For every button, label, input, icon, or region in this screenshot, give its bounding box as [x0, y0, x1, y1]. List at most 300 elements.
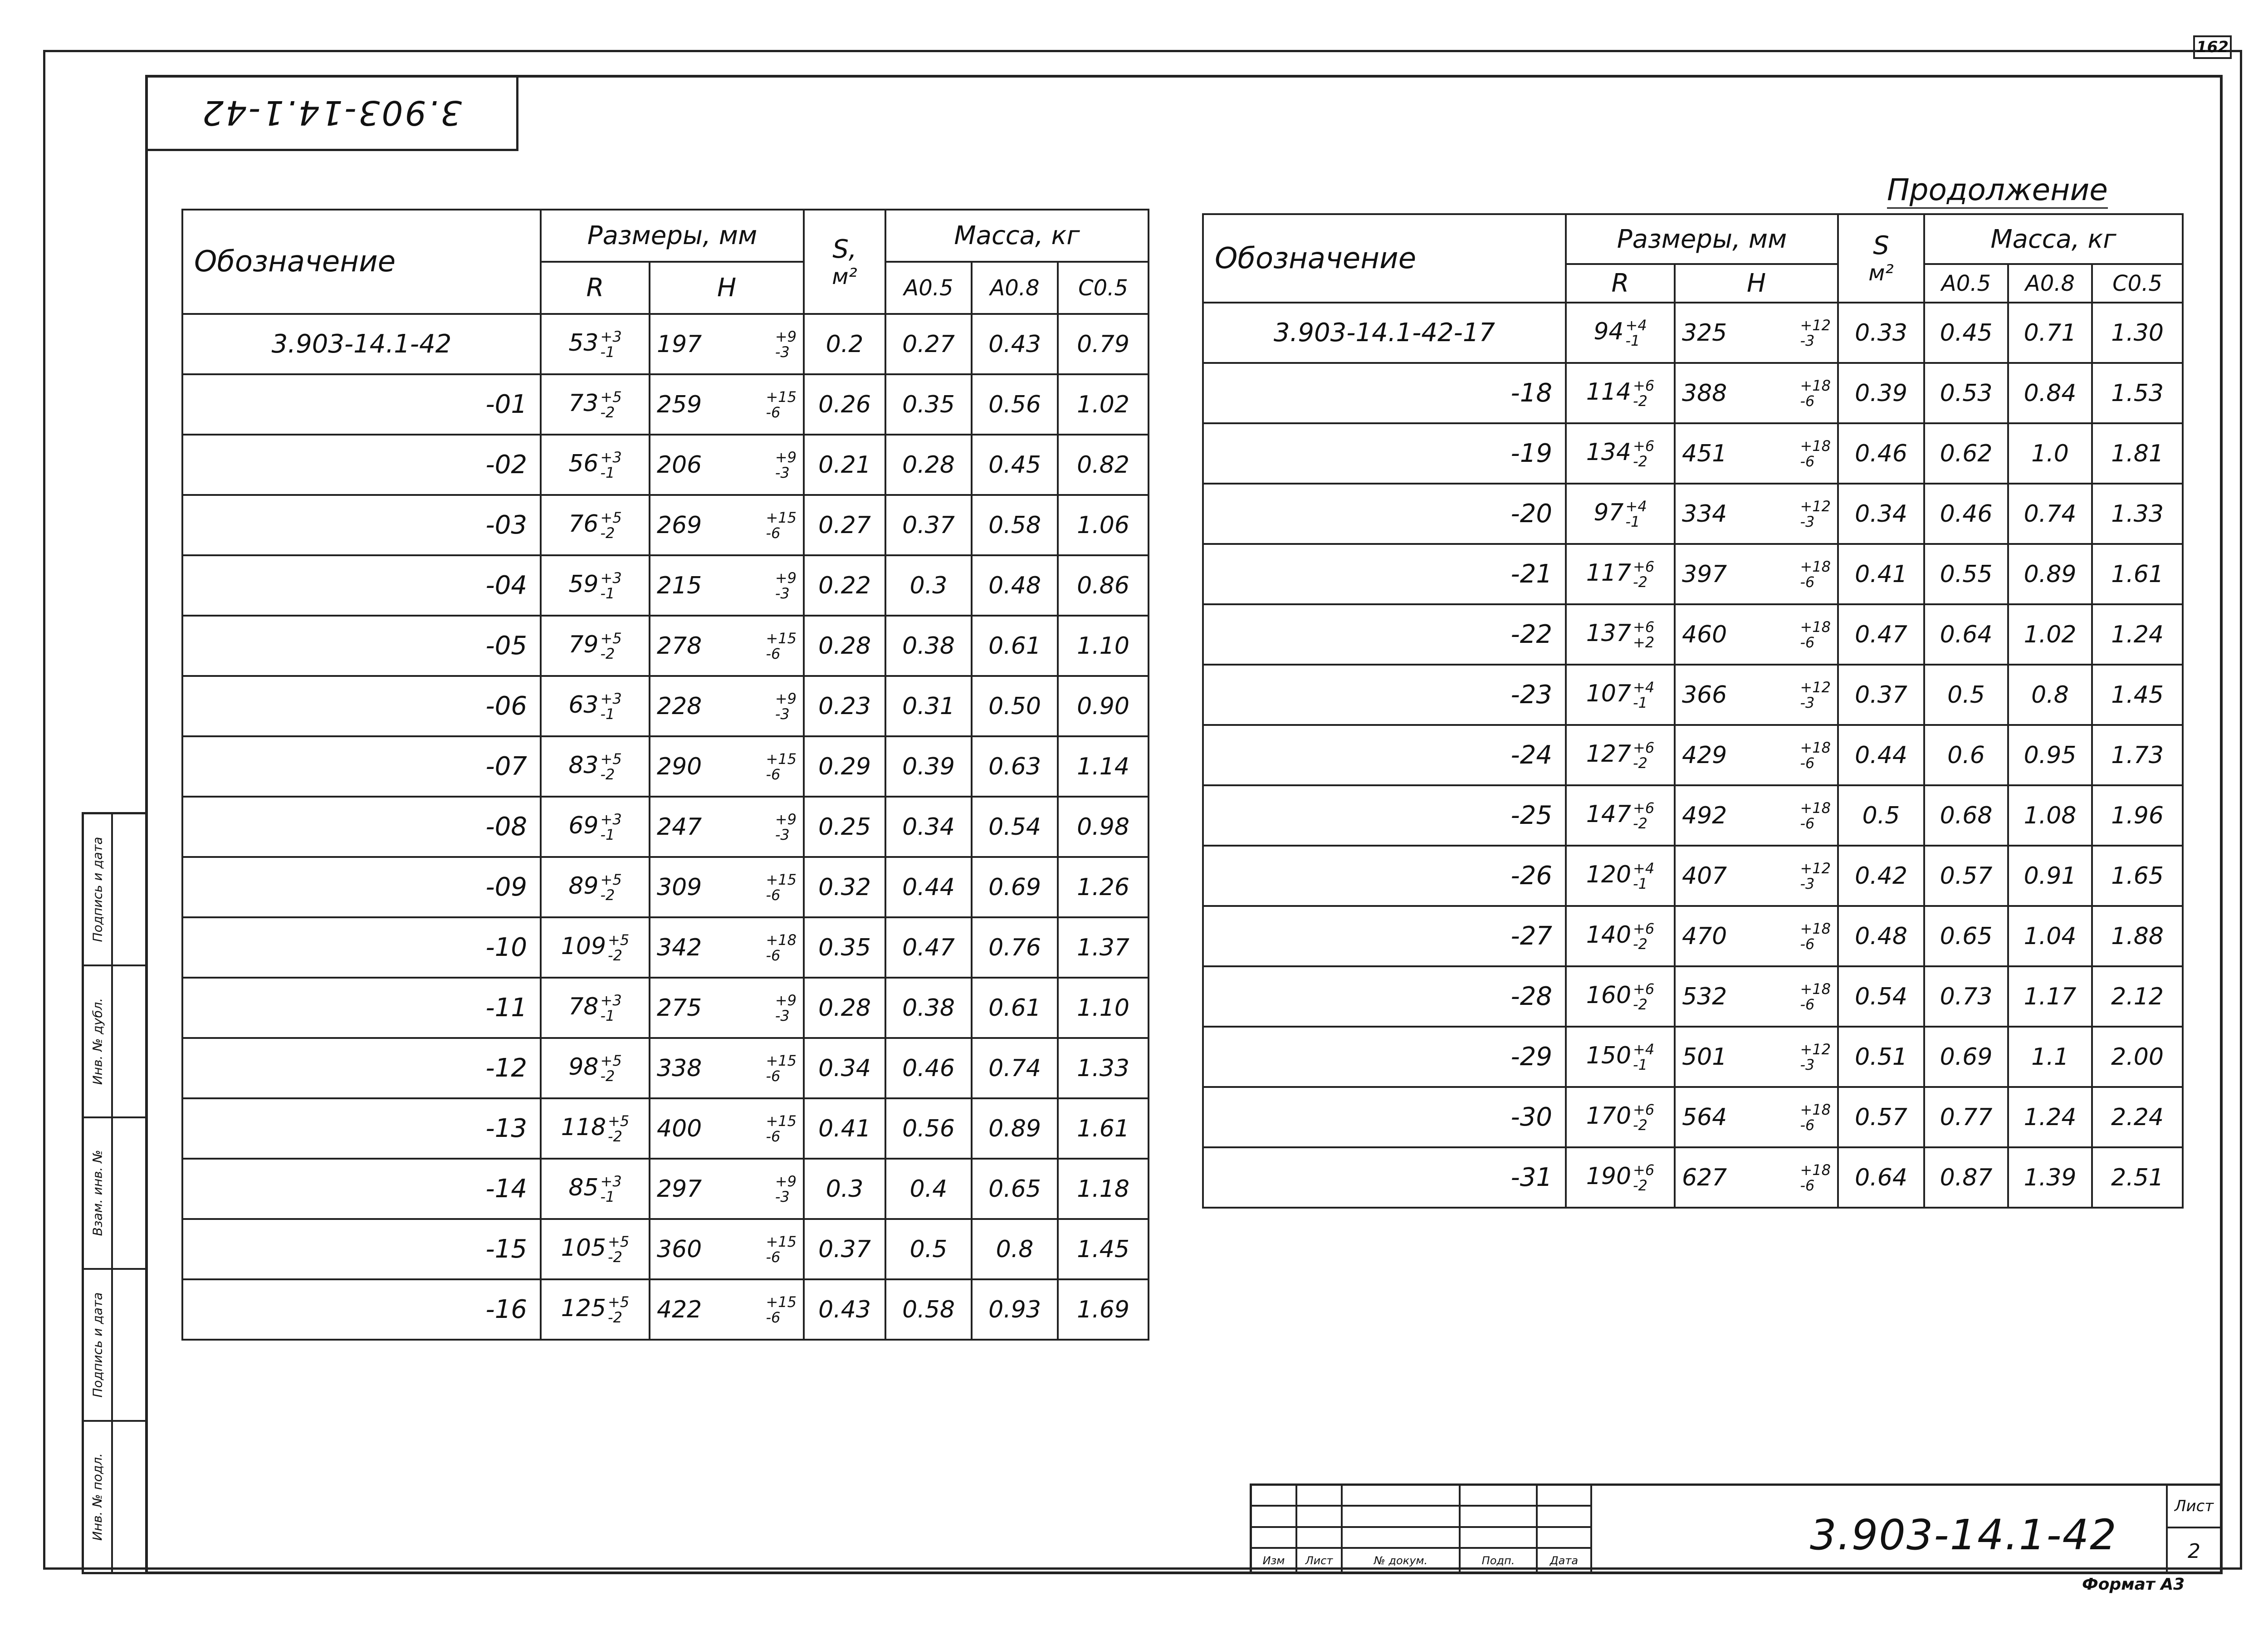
cell-mass-a05: 0.3 — [885, 555, 972, 616]
cell-mass-c05: 1.53 — [2092, 363, 2183, 423]
r-tol-upper: +5 — [600, 1052, 622, 1069]
r-value: 94 — [1593, 318, 1624, 345]
h-tol-upper: +15 — [766, 1293, 797, 1311]
cell-mass-a08: 1.04 — [2008, 906, 2092, 966]
h-value: 460 — [1682, 621, 1727, 648]
table-row — [1203, 906, 2183, 966]
cell-mass-a08: 0.58 — [972, 495, 1058, 555]
h-tol-lower: -6 — [766, 524, 781, 542]
h-tolerance — [766, 1053, 797, 1084]
r-tolerance — [1633, 378, 1654, 409]
h-value: 422 — [657, 1296, 702, 1323]
r-tol-upper: +6 — [1633, 437, 1655, 455]
header-h: H — [1675, 264, 1838, 303]
r-tolerance — [601, 812, 622, 842]
h-tol-upper: +18 — [1800, 1101, 1831, 1118]
r-tol-upper: +6 — [1633, 1161, 1655, 1179]
r-tol-lower: -1 — [1625, 513, 1640, 530]
h-value: 564 — [1682, 1103, 1727, 1131]
r-tol-lower: -1 — [1633, 875, 1647, 892]
header-dimensions: Размеры, мм — [1566, 214, 1838, 264]
h-tol-lower: -6 — [766, 1308, 781, 1326]
cell-designation: 3.903-14.1-42 — [182, 314, 541, 374]
h-value: 532 — [1682, 983, 1727, 1010]
h-value: 197 — [657, 330, 702, 358]
r-tolerance — [601, 510, 622, 541]
h-tol-lower: -6 — [1800, 995, 1815, 1013]
cell-mass-a08: 0.61 — [972, 978, 1058, 1038]
h-tol-upper: +15 — [766, 1233, 797, 1250]
cell-h — [1675, 966, 1838, 1027]
cell-mass-a05: 0.31 — [885, 676, 972, 736]
cell-mass-a08: 0.43 — [972, 314, 1058, 374]
h-tolerance — [766, 1113, 797, 1144]
cell-r — [1566, 1027, 1675, 1087]
cell-mass-c05: 2.24 — [2092, 1087, 2183, 1147]
header-dimensions: Размеры, мм — [541, 210, 804, 262]
cell-h — [1675, 484, 1838, 544]
h-value: 470 — [1682, 922, 1727, 950]
cell-area: 0.51 — [1838, 1027, 1924, 1087]
cell-mass-a05: 0.77 — [1924, 1087, 2008, 1147]
cell-r — [1566, 423, 1675, 484]
cell-designation: -06 — [182, 676, 541, 736]
cell-designation: -11 — [182, 978, 541, 1038]
grid-cell — [1461, 1507, 1538, 1527]
header-c05: С0.5 — [2092, 264, 2183, 303]
h-value: 275 — [657, 994, 702, 1022]
header-r: R — [1566, 264, 1675, 303]
cell-h — [1675, 1147, 1838, 1208]
cell-area: 0.21 — [804, 435, 885, 495]
h-tolerance — [1800, 921, 1831, 952]
cell-mass-a08: 0.48 — [972, 555, 1058, 616]
cell-mass-a05: 0.68 — [1924, 785, 2008, 846]
cell-r — [1566, 785, 1675, 846]
h-tol-upper: +12 — [1800, 678, 1831, 696]
h-tolerance — [775, 691, 797, 722]
cell-mass-a08: 0.65 — [972, 1159, 1058, 1219]
h-tol-upper: +15 — [766, 1052, 797, 1069]
r-value: 78 — [568, 993, 599, 1020]
h-tol-upper: +18 — [1800, 1161, 1831, 1179]
cell-h — [1675, 604, 1838, 665]
h-tol-upper: +9 — [775, 448, 797, 466]
r-tolerance — [601, 1053, 622, 1084]
r-value: 59 — [568, 570, 599, 598]
cell-mass-a08: 1.08 — [2008, 785, 2092, 846]
r-tol-lower: -2 — [608, 1308, 622, 1326]
cell-h — [650, 736, 804, 797]
col-izm: Изм — [1252, 1549, 1297, 1574]
h-value: 429 — [1682, 741, 1727, 769]
cell-designation: -19 — [1203, 423, 1566, 484]
cell-area: 0.48 — [1838, 906, 1924, 966]
h-tol-lower: -6 — [766, 1248, 781, 1266]
table-body-right — [1203, 303, 2183, 1208]
cell-r — [1566, 604, 1675, 665]
header-a08: А0.8 — [972, 262, 1058, 314]
r-tol-upper: +5 — [600, 871, 622, 888]
r-tol-lower: -2 — [600, 403, 615, 421]
cell-h — [650, 435, 804, 495]
r-tolerance — [601, 450, 622, 480]
cell-designation: -01 — [182, 374, 541, 435]
cell-area: 0.5 — [1838, 785, 1924, 846]
cell-h — [650, 314, 804, 374]
h-value: 501 — [1682, 1043, 1727, 1071]
cell-r — [1566, 1147, 1675, 1208]
r-tol-upper: +4 — [1633, 678, 1655, 696]
cell-mass-a05: 0.62 — [1924, 423, 2008, 484]
cell-mass-c05: 1.61 — [2092, 544, 2183, 604]
col-doc: № докум. — [1343, 1549, 1461, 1574]
col-list: Лист — [1297, 1549, 1343, 1574]
r-tol-upper: +6 — [1633, 377, 1655, 394]
r-tol-upper: +5 — [608, 931, 630, 949]
r-tol-lower: -1 — [600, 343, 615, 361]
r-tolerance — [608, 932, 629, 963]
h-tol-lower: -6 — [1800, 1176, 1815, 1194]
r-tol-upper: +5 — [600, 509, 622, 526]
cell-h — [1675, 785, 1838, 846]
cell-designation: -09 — [182, 857, 541, 917]
cell-mass-c05: 2.51 — [2092, 1147, 2183, 1208]
cell-area: 0.35 — [804, 917, 885, 978]
cell-mass-a05: 0.39 — [885, 736, 972, 797]
table-row — [182, 616, 1149, 676]
cell-mass-c05: 1.02 — [1058, 374, 1149, 435]
table-row — [182, 917, 1149, 978]
r-tol-lower: -1 — [600, 705, 615, 723]
r-value: 160 — [1586, 981, 1632, 1009]
h-value: 247 — [657, 813, 702, 841]
r-tol-upper: +4 — [1633, 1040, 1655, 1058]
r-tol-upper: +3 — [600, 810, 622, 828]
r-tolerance — [1626, 499, 1647, 529]
h-tol-lower: -6 — [766, 765, 781, 783]
cell-r — [541, 1098, 650, 1159]
h-tol-lower: -3 — [775, 464, 790, 481]
cell-designation: -25 — [1203, 785, 1566, 846]
cell-mass-a08: 0.71 — [2008, 303, 2092, 363]
cell-r — [1566, 1087, 1675, 1147]
h-tolerance — [1800, 680, 1831, 710]
cell-mass-a08: 0.56 — [972, 374, 1058, 435]
cell-mass-a05: 0.35 — [885, 374, 972, 435]
h-tolerance — [766, 751, 797, 782]
cell-area: 0.54 — [1838, 966, 1924, 1027]
cell-mass-a05: 0.37 — [885, 495, 972, 555]
r-tolerance — [1633, 861, 1654, 891]
cell-area: 0.23 — [804, 676, 885, 736]
h-tol-upper: +15 — [766, 509, 797, 526]
grid-cell — [1461, 1486, 1538, 1507]
cell-mass-c05: 1.96 — [2092, 785, 2183, 846]
cell-mass-a08: 1.24 — [2008, 1087, 2092, 1147]
cell-mass-a08: 0.93 — [972, 1279, 1058, 1340]
h-value: 407 — [1682, 862, 1727, 890]
cell-designation: -18 — [1203, 363, 1566, 423]
h-value: 492 — [1682, 802, 1727, 829]
h-tol-upper: +15 — [766, 629, 797, 647]
cell-mass-c05: 1.88 — [2092, 906, 2183, 966]
spec-table-right — [1202, 213, 2184, 1209]
h-tol-upper: +12 — [1800, 859, 1831, 877]
h-tolerance — [766, 631, 797, 661]
r-tol-upper: +3 — [600, 328, 622, 345]
table-row — [1203, 1027, 2183, 1087]
h-tol-upper: +18 — [766, 931, 797, 949]
cell-h — [1675, 906, 1838, 966]
cell-area: 0.22 — [804, 555, 885, 616]
r-value: 97 — [1593, 499, 1624, 526]
cell-h — [650, 917, 804, 978]
continuation-label: Продолжение — [1887, 172, 2108, 209]
cell-designation: -30 — [1203, 1087, 1566, 1147]
cell-designation: -27 — [1203, 906, 1566, 966]
r-tol-upper: +5 — [600, 750, 622, 768]
cell-mass-c05: 1.33 — [2092, 484, 2183, 544]
h-tolerance — [775, 812, 797, 842]
table-row — [1203, 484, 2183, 544]
cell-r — [541, 978, 650, 1038]
cell-area: 0.3 — [804, 1159, 885, 1219]
h-tol-lower: -6 — [766, 403, 781, 421]
side-label: Подпись и дата — [90, 837, 105, 942]
cell-designation: -03 — [182, 495, 541, 555]
cell-r — [1566, 303, 1675, 363]
r-tolerance — [608, 1113, 629, 1144]
cell-mass-a05: 0.65 — [1924, 906, 2008, 966]
cell-mass-c05: 1.61 — [1058, 1098, 1149, 1159]
r-tolerance — [1633, 740, 1654, 771]
h-value: 309 — [657, 873, 702, 901]
h-tolerance — [1800, 559, 1831, 590]
side-cell — [84, 814, 145, 966]
table-row — [1203, 785, 2183, 846]
cell-designation: -14 — [182, 1159, 541, 1219]
r-tolerance — [1633, 619, 1654, 650]
cell-r — [541, 676, 650, 736]
r-tolerance — [601, 631, 622, 661]
h-tol-lower: -3 — [775, 584, 790, 602]
r-tolerance — [1633, 1102, 1654, 1133]
r-value: 76 — [568, 510, 599, 538]
cell-designation: -22 — [1203, 604, 1566, 665]
cell-mass-a05: 0.38 — [885, 616, 972, 676]
r-tol-lower: -1 — [1633, 1056, 1647, 1073]
r-tol-lower: -2 — [600, 524, 615, 542]
h-tolerance — [1800, 981, 1831, 1012]
side-cell — [84, 1270, 145, 1422]
h-value: 228 — [657, 692, 702, 720]
cell-mass-c05: 1.69 — [1058, 1279, 1149, 1340]
cell-designation: -16 — [182, 1279, 541, 1340]
h-value: 400 — [657, 1115, 702, 1142]
h-tol-upper: +12 — [1800, 1040, 1831, 1058]
h-tol-upper: +18 — [1800, 618, 1831, 636]
h-tol-lower: -3 — [1800, 875, 1815, 892]
r-tol-lower: -2 — [1633, 935, 1647, 953]
h-tol-lower: -3 — [1800, 694, 1815, 711]
grid-cell — [1343, 1528, 1461, 1549]
cell-r — [541, 736, 650, 797]
h-tol-upper: +12 — [1800, 316, 1831, 334]
cell-mass-c05: 1.06 — [1058, 495, 1149, 555]
cell-r — [1566, 544, 1675, 604]
cell-h — [650, 1038, 804, 1098]
cell-mass-c05: 0.98 — [1058, 797, 1149, 857]
r-tol-upper: +3 — [600, 690, 622, 707]
r-tolerance — [601, 1174, 622, 1204]
cell-r — [541, 1279, 650, 1340]
cell-mass-a05: 0.69 — [1924, 1027, 2008, 1087]
cell-mass-c05: 1.10 — [1058, 616, 1149, 676]
r-tolerance — [601, 691, 622, 722]
header-designation: Обозначение — [1203, 214, 1566, 303]
cell-designation: -12 — [182, 1038, 541, 1098]
cell-area: 0.41 — [804, 1098, 885, 1159]
cell-mass-c05: 1.45 — [2092, 665, 2183, 725]
cell-area: 0.34 — [804, 1038, 885, 1098]
cell-mass-c05: 0.79 — [1058, 314, 1149, 374]
cell-h — [1675, 665, 1838, 725]
col-sign: Подп. — [1461, 1549, 1538, 1574]
cell-area: 0.25 — [804, 797, 885, 857]
cell-mass-a08: 1.1 — [2008, 1027, 2092, 1087]
cell-h — [1675, 544, 1838, 604]
cell-r — [541, 555, 650, 616]
cell-area: 0.2 — [804, 314, 885, 374]
r-value: 190 — [1586, 1162, 1632, 1190]
cell-designation: -31 — [1203, 1147, 1566, 1208]
r-tol-upper: +3 — [600, 448, 622, 466]
r-tol-upper: +5 — [600, 629, 622, 647]
cell-r — [1566, 846, 1675, 906]
h-tol-lower: -3 — [775, 705, 790, 723]
cell-r — [541, 435, 650, 495]
h-tol-upper: +9 — [775, 690, 797, 707]
table-row — [182, 555, 1149, 616]
cell-mass-a05: 0.55 — [1924, 544, 2008, 604]
r-tol-lower: -2 — [600, 1067, 615, 1085]
h-tolerance — [775, 570, 797, 601]
r-tolerance — [601, 751, 622, 782]
header-area-s: S — [1873, 231, 1889, 260]
h-tol-lower: -6 — [766, 946, 781, 964]
h-value: 215 — [657, 572, 702, 599]
cell-h — [1675, 363, 1838, 423]
cell-mass-a08: 0.84 — [2008, 363, 2092, 423]
cell-area: 0.47 — [1838, 604, 1924, 665]
r-tol-lower: -2 — [608, 946, 622, 964]
h-tol-upper: +12 — [1800, 497, 1831, 515]
r-tol-lower: -1 — [600, 826, 615, 843]
h-tol-lower: -3 — [775, 1188, 790, 1205]
cell-mass-c05: 0.90 — [1058, 676, 1149, 736]
cell-r — [541, 374, 650, 435]
h-tol-upper: +18 — [1800, 920, 1831, 937]
r-tol-lower: -2 — [1633, 392, 1647, 410]
table-row — [1203, 544, 2183, 604]
h-tolerance — [1800, 1042, 1831, 1072]
r-tolerance — [1633, 921, 1654, 952]
cell-designation: -10 — [182, 917, 541, 978]
table-row — [182, 676, 1149, 736]
r-tolerance — [608, 1234, 629, 1265]
cell-r — [541, 616, 650, 676]
h-tol-upper: +9 — [775, 1172, 797, 1190]
table-body-left — [182, 314, 1149, 1340]
h-tolerance — [775, 1174, 797, 1204]
r-value: 134 — [1586, 438, 1632, 466]
r-tol-lower: -1 — [600, 464, 615, 481]
header-area-unit: м² — [1868, 260, 1894, 286]
table-row — [1203, 1147, 2183, 1208]
r-tolerance — [601, 389, 622, 420]
h-tol-lower: -3 — [775, 1007, 790, 1024]
side-cell — [84, 1422, 145, 1572]
cell-area: 0.44 — [1838, 725, 1924, 785]
cell-h — [650, 857, 804, 917]
h-tol-upper: +9 — [775, 328, 797, 345]
h-value: 259 — [657, 391, 702, 418]
h-tolerance — [766, 1234, 797, 1265]
r-tol-lower: -2 — [608, 1127, 622, 1145]
side-label: Взам. инв. № — [90, 1150, 105, 1237]
cell-area: 0.39 — [1838, 363, 1924, 423]
cell-h — [650, 374, 804, 435]
cell-r — [541, 1219, 650, 1279]
table-row — [182, 435, 1149, 495]
cell-mass-a05: 0.38 — [885, 978, 972, 1038]
cell-designation: -26 — [1203, 846, 1566, 906]
cell-designation: -29 — [1203, 1027, 1566, 1087]
cell-mass-a05: 0.5 — [1924, 665, 2008, 725]
h-value: 366 — [1682, 681, 1727, 709]
r-tol-upper: +5 — [600, 388, 622, 406]
h-tol-lower: -3 — [1800, 332, 1815, 349]
table-row — [182, 374, 1149, 435]
cell-mass-a05: 0.5 — [885, 1219, 972, 1279]
table-row — [182, 736, 1149, 797]
cell-mass-c05: 1.10 — [1058, 978, 1149, 1038]
side-label: Подпись и дата — [90, 1292, 105, 1398]
h-tolerance — [766, 932, 797, 963]
cell-mass-a05: 0.64 — [1924, 604, 2008, 665]
table-row — [1203, 665, 2183, 725]
cell-mass-c05: 1.81 — [2092, 423, 2183, 484]
title-block — [1250, 1483, 2220, 1574]
h-tolerance — [766, 389, 797, 420]
cell-area: 0.29 — [804, 736, 885, 797]
h-tolerance — [1800, 740, 1831, 771]
r-tol-upper: +6 — [1633, 920, 1655, 937]
cell-designation: -20 — [1203, 484, 1566, 544]
header-h: H — [650, 262, 804, 314]
cell-mass-c05: 1.65 — [2092, 846, 2183, 906]
cell-r — [1566, 725, 1675, 785]
header-designation: Обозначение — [182, 210, 541, 314]
grid-cell — [1538, 1507, 1592, 1527]
r-tol-upper: +6 — [1633, 739, 1655, 756]
h-tol-lower: -6 — [1800, 392, 1815, 410]
cell-mass-a05: 0.46 — [1924, 484, 2008, 544]
r-tolerance — [1633, 438, 1654, 469]
h-value: 278 — [657, 632, 702, 660]
cell-h — [650, 616, 804, 676]
